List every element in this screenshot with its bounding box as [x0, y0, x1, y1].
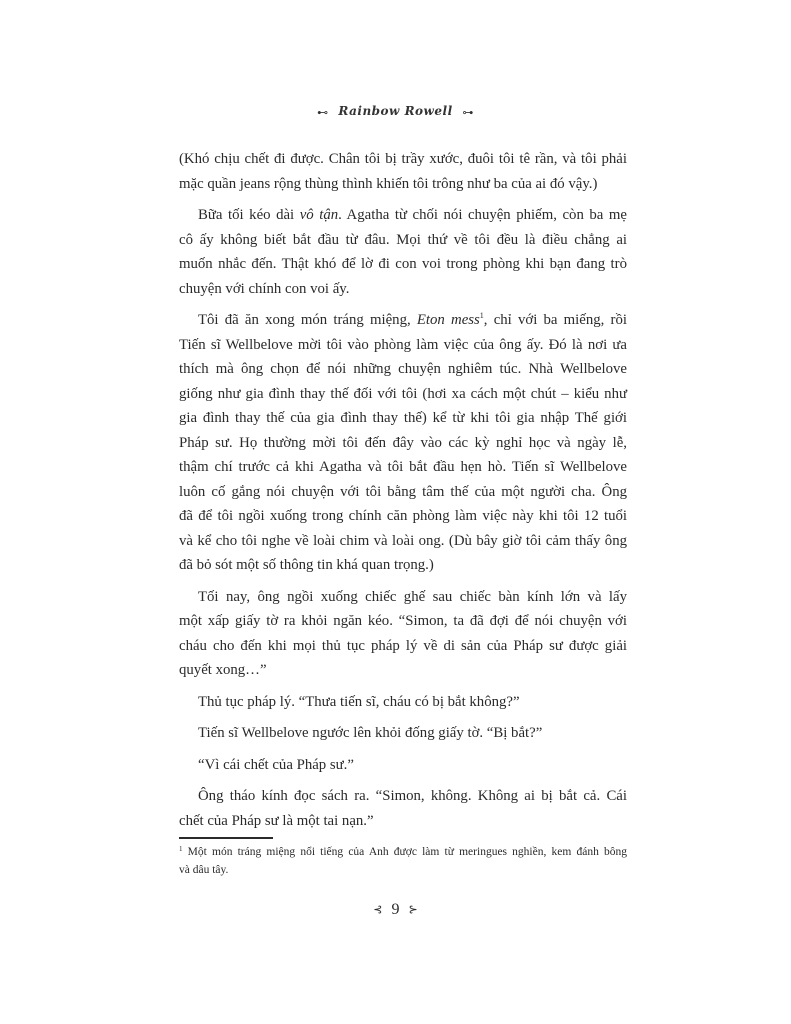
text-segment: đã bỏ sót một số thông tin khá quan trọng.) — [179, 557, 434, 573]
text-line — [179, 455, 627, 480]
text-line — [179, 634, 627, 659]
paragraph — [179, 721, 627, 746]
text-segment: đã để tôi ngồi xuống trong chính căn phòng làm việc này khi tôi 12 tuổi — [179, 508, 627, 524]
text-line — [179, 721, 627, 746]
text-segment: Thủ tục pháp lý. “Thưa tiến sĩ, cháu có bị bắt không?” — [198, 693, 520, 710]
text-line — [179, 504, 627, 529]
text-segment: “Vì cái chết của Pháp sư.” — [198, 756, 354, 773]
text-line — [179, 277, 627, 302]
text-segment: Pháp sư. Họ thường mời tôi đến đây vào các kỳ nghỉ học và ngày lễ, — [179, 434, 627, 451]
paragraph — [179, 203, 627, 301]
footnote-line: và dâu tây. — [179, 864, 229, 876]
text-segment: và kể cho tôi nghe về loài chim và loài ong. (Dù bây giờ tôi cảm thấy ông — [179, 532, 627, 549]
text-line — [179, 203, 627, 228]
text-line — [179, 147, 627, 172]
paragraph — [179, 690, 627, 715]
text-segment: Tiến sĩ Wellbelove ngước lên khỏi đống giấy tờ. “Bị bắt?” — [198, 725, 543, 741]
body-text — [179, 147, 627, 833]
text-segment: cô ấy không biết bắt đầu từ đâu. Mọi thứ về tôi đều là điều chẳng ai — [179, 231, 627, 248]
text-segment: Bữa tối kéo dài — [198, 207, 300, 223]
text-segment: , chỉ với ba miếng, rồi — [483, 312, 627, 328]
text-line — [179, 172, 627, 197]
text-segment: . Agatha từ chối nói chuyện phiếm, còn ba mẹ — [338, 207, 627, 223]
paragraph — [179, 308, 627, 578]
page-number-value: 9 — [391, 901, 400, 918]
text-line — [179, 308, 627, 333]
text-line — [179, 753, 627, 778]
footnote — [179, 843, 627, 879]
text-line — [179, 809, 627, 834]
text-line — [179, 609, 627, 634]
text-segment: Tôi đã ăn xong món tráng miệng, — [198, 312, 417, 328]
text-line — [179, 252, 627, 277]
footnote-line — [179, 843, 627, 861]
text-line — [179, 382, 627, 407]
text-segment: Tiến sĩ Wellbelove mời tôi vào phòng làm việc của ông ấy. Đó là nơi ưa — [179, 336, 627, 353]
text-segment: muốn nhắc đến. Thật khó để lờ đi con voi trong phòng khi bạn đang trò — [179, 256, 627, 272]
paragraph — [179, 585, 627, 683]
paragraph — [179, 753, 627, 778]
text-line — [179, 553, 627, 578]
text-segment: luôn cố gắng nói chuyện với tôi bằng tâm thế của một người cha. Ông — [179, 483, 627, 500]
text-line — [179, 480, 627, 505]
text-segment: Tối nay, ông ngồi xuống chiếc ghế sau chiếc bàn kính lớn và lấy — [198, 588, 627, 605]
header-author: Rainbow Rowell — [338, 104, 453, 118]
text-line — [179, 357, 627, 382]
paragraph — [179, 784, 627, 833]
footnote-divider — [179, 837, 273, 839]
text-line — [179, 431, 627, 456]
footnote-marker: 1 — [179, 845, 183, 853]
italic-text: Eton mess — [416, 312, 480, 328]
text-line — [179, 784, 627, 809]
text-segment: chết của Pháp sư là một tai nạn.” — [179, 812, 374, 829]
text-segment: thích mà ông chọn để nói những chuyện nghiêm túc. Nhà Wellbelove — [179, 361, 627, 377]
text-segment: chuyện với chính con voi ấy. — [179, 280, 350, 297]
ornament-right-icon: ⊱ — [408, 904, 418, 917]
text-segment: thậm chí trước cả khi Agatha và tôi bắt đầu hẹn hò. Tiến sĩ Wellbelove — [179, 459, 627, 475]
text-line — [179, 406, 627, 431]
text-line — [179, 658, 627, 683]
italic-text: vô tận — [299, 207, 339, 223]
text-line — [179, 529, 627, 554]
text-line — [179, 333, 627, 358]
ornament-left-icon: ⊷ — [317, 106, 329, 119]
ornament-right-icon: ⊶ — [462, 106, 474, 119]
text-segment: gia đình thay thế của gia đình thay thế) kể từ khi tôi gia nhập Thế giới — [179, 410, 627, 426]
footnote-text: Một món tráng miệng nổi tiếng của Anh được làm từ meringues nghiền, kem đánh bông — [187, 846, 627, 858]
text-segment: một xấp giấy tờ ra khỏi ngăn kéo. “Simon, ta đã đợi để nói chuyện với — [179, 613, 627, 629]
running-header — [0, 103, 791, 119]
ornament-left-icon: ⊰ — [373, 904, 383, 917]
text-segment: quyết xong…” — [179, 662, 267, 678]
text-segment: giống như gia đình thay thế đối với tôi (hơi xa cách một chút – kiểu như — [179, 385, 627, 402]
text-segment: (Khó chịu chết đi được. Chân tôi bị trầy xước, đuôi tôi tê rần, và tôi phải — [179, 151, 627, 167]
footnote-ref: 1 — [479, 311, 484, 320]
text-line — [179, 690, 627, 715]
text-line — [179, 228, 627, 253]
paragraph — [179, 147, 627, 196]
text-line — [179, 585, 627, 610]
text-segment: mặc quần jeans rộng thùng thình khiến tôi trông như ba của ai đó vậy.) — [179, 175, 598, 192]
text-segment: Ông tháo kính đọc sách ra. “Simon, không. Không ai bị bắt cả. Cái — [198, 788, 627, 804]
page-number — [0, 899, 791, 921]
text-segment: cháu cho đến khi mọi thủ tục pháp lý về di sản của Pháp sư được giải — [179, 637, 627, 654]
